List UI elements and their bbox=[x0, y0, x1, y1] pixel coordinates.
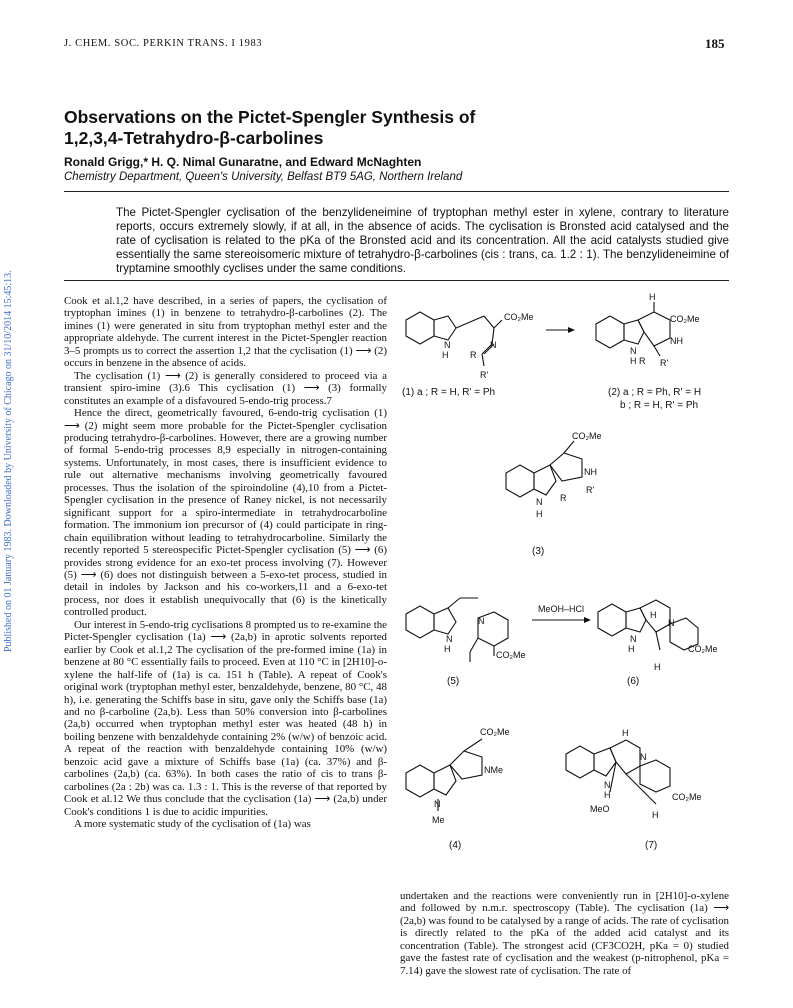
me-label: Me bbox=[432, 815, 445, 825]
structure-3 bbox=[500, 425, 640, 535]
r-label: R bbox=[470, 350, 477, 360]
co2me-label: CO₂Me bbox=[572, 431, 602, 441]
h-label: H bbox=[444, 644, 451, 654]
compound-5-label: (5) bbox=[447, 676, 460, 687]
divider-bottom bbox=[64, 280, 729, 281]
authors: Ronald Grigg,* H. Q. Nimal Gunaratne, and Edward McNaghten bbox=[64, 155, 422, 169]
r-prime-label: R' bbox=[480, 370, 489, 380]
paragraph: Hence the direct, geometrically favoured, 6-endo-trig cyclisation (1) ⟶ (2) might seem more probable for the Pictet-Spengler cyclisation producing tetrahydro-β-carbolines. However, there are a growing number of formal 5-endo-trig processes 8,9 especially in nitrogen-containing systems. Unfortunately, in most cases, there is insufficient evidence to rule out alternative mechanisms involving geometrically favoured processes. Thus the isolation of the spiroindoline (4),10 from a Pictet-Spengler cyclisation in the presence of Raney nickel, is not necessarily significant support for a spiro-intermediate in tetrahydrocarboline formation. The immonium ion precursor of (4) could participate in ring-chain equilibration without leading to tetrahydrocarboline. Similarly the recently reported 5 stereospecific Pictet-Spengler cyclisation (5) ⟶ (6) provides strong evidence for an exo-tet process involving (7). However (5) ⟶ (6) does not distinguish between a 5-exo-tet process, studied in detail in indoles by Jackson and his co-workers,11 and a 6-exo-tet process, nor does it establish unequivocally that (6) is the kinetically controlled product. bbox=[64, 407, 387, 619]
h-label: H bbox=[442, 350, 449, 360]
n-label: N bbox=[490, 340, 497, 350]
h-label: H bbox=[649, 292, 656, 302]
abstract: The Pictet-Spengler cyclisation of the benzylideneimine of tryptophan methyl ester in xylene, contrary to literature reports, occurs extremely slowly, if at all, in the absence of acids. The cyclisation is Bronsted acid catalysed and the rate of cyclisation is related to the pKa of the Bronsted acid and its concentration. All the acid catalysts studied give essentially the same stereoisomeric mixture of tetrahydro-β-carbolines (cis : trans, ca. 1.2 : 1). The benzylideneimine of tryptamine smoothly cyclises under the same conditions. bbox=[116, 206, 729, 275]
r-prime-label: R' bbox=[586, 485, 595, 495]
n-label: N bbox=[446, 634, 453, 644]
nh-label: NH bbox=[584, 467, 597, 477]
n-label: N bbox=[536, 497, 543, 507]
title-line-1: Observations on the Pictet-Spengler Synthesis of bbox=[64, 107, 476, 127]
scheme-1-to-2 bbox=[398, 292, 733, 387]
paragraph: The cyclisation (1) ⟶ (2) is generally considered to proceed via a transient spiro-imine (3).6 This cyclisation (1) ⟶ (3) formally constitutes an example of a disfavoured 5-endo-trig process.7 bbox=[64, 369, 387, 407]
structure-1 bbox=[406, 312, 502, 366]
h-label: H R bbox=[630, 356, 646, 366]
journal-header: J. CHEM. SOC. PERKIN TRANS. I 1983 bbox=[64, 38, 263, 49]
h-label: H bbox=[654, 662, 661, 672]
nme-label: NMe bbox=[484, 765, 504, 775]
download-watermark: Published on 01 January 1983. Downloaded by University of Chicago on 31/10/2014 15:45:13. bbox=[3, 270, 14, 652]
paragraph: undertaken and the reactions were conveniently run in [2H10]-o-xylene and followed by n.m.r. spectroscopy (Table). The cyclisation (1a) ⟶ (2a,b) was found to be catalysed by a range of acids. The rate of cyclisation is directly related to the pKa of the added acid catalyst and its concentration (Table). The strongest acid (CF3CO2H, pKa = 0) studied gave the fastest rate of cyclisation and the weakest (p-nitrophenol, pKa = 7.14) gave the slowest rate of cyclisation. The rate of bbox=[400, 890, 729, 977]
compound-1-label: (1) a ; R = H, R' = Ph bbox=[402, 387, 496, 398]
paragraph: Our interest in 5-endo-trig cyclisations 8 prompted us to re-examine the Pictet-Spengler cyclisation (1a) ⟶ (2a,b) in aprotic solvents reported earlier by Cook et al.1,2 The cyclisation of the pre-formed imine (1a) in benzene at 80 °C essentially fails to proceed. Even at 110 °C in [2H10]-o-xylene the half-life of (1a) is ca. 151 h (Table). A repeat of Cook's original work (tryptophan methyl ester, benzaldehyde, benzene, 80 °C, 48 h), i.e. generating the Schiffs base in situ, gave only the Schiffs base (1a) and no β-carboline (2a,b). Less than 50% conversion into β-carbolines (2a,b) occurred when tryptophan methyl ester was heated (48 h) in boiling benzene with benzaldehyde containing 2% (w/w) of benzoic acid. A repeat of the reaction with benzaldehyde containing 10% (w/w) benzoic acid gave a mixture of Schiffs base (1a) (ca. 37%) and β-carbolines (2a,b) (ca. 63%). In both cases the ratio of cis to trans β-carbolines (2a : 2b) was ca. 1.3 : 1. This is the reverse of that reported by Cook et al.12 We thus conclude that the cyclisation (1a) ⟶ (2a,b) under Cook's conditions 1 is due to acidic impurities. bbox=[64, 618, 387, 818]
divider-top bbox=[64, 191, 729, 192]
r-prime-label: R' bbox=[660, 358, 669, 368]
meo-label: MeO bbox=[590, 804, 610, 814]
body-left-column bbox=[64, 295, 387, 830]
h-label: H bbox=[536, 509, 543, 519]
scheme-5-to-6 bbox=[398, 590, 733, 680]
compound-2a-label: (2) a ; R = Ph, R' = H bbox=[608, 387, 702, 398]
n-label: N bbox=[630, 346, 637, 356]
co2me-label: CO₂Me bbox=[670, 314, 700, 324]
structure-4 bbox=[400, 715, 530, 840]
h-label: H bbox=[604, 790, 611, 800]
compound-7-label: (7) bbox=[645, 840, 658, 851]
n-label: N bbox=[444, 340, 451, 350]
affiliation: Chemistry Department, Queen's University, Belfast BT9 5AG, Northern Ireland bbox=[64, 171, 463, 183]
co2me-label: CO₂Me bbox=[504, 312, 534, 322]
structure-7 bbox=[560, 720, 735, 840]
co2me-label: CO₂Me bbox=[688, 644, 718, 654]
co2me-label: CO₂Me bbox=[672, 792, 702, 802]
title-line-2: 1,2,3,4-Tetrahydro-β-carbolines bbox=[64, 128, 324, 148]
page-number: 185 bbox=[705, 36, 725, 51]
paragraph: A more systematic study of the cyclisation of (1a) was bbox=[74, 818, 311, 831]
compound-6-label: (6) bbox=[627, 676, 640, 687]
body-right-column bbox=[400, 890, 729, 977]
h-label: H bbox=[622, 728, 629, 738]
h-label: H bbox=[650, 610, 657, 620]
nh-label: NH bbox=[670, 336, 683, 346]
article-title bbox=[64, 107, 475, 149]
compound-4-label: (4) bbox=[449, 840, 462, 851]
compound-3-label: (3) bbox=[532, 546, 545, 557]
n-label: N bbox=[604, 780, 611, 790]
n-label: N bbox=[640, 752, 647, 762]
r-label: R bbox=[560, 493, 567, 503]
co2me-label: CO₂Me bbox=[480, 727, 510, 737]
compound-2b-label: b ; R = H, R' = Ph bbox=[620, 400, 699, 411]
reagent-label: MeOH–HCl bbox=[538, 604, 585, 614]
h-label: H bbox=[652, 810, 659, 820]
n-label: N bbox=[668, 618, 675, 628]
n-label: N bbox=[434, 799, 441, 809]
co2me-label: CO₂Me bbox=[496, 650, 526, 660]
paragraph: Cook et al.1,2 have described, in a series of papers, the cyclisation of tryptophan imines (1) in benzene to tetrahydro-β-carbolines (2). The imines (1) were generated in situ from tryptophan methyl ester and the appropriate aldehyde. The current interest in the Pictet-Spengler reaction 3–5 prompts us to correct the assertion 1,2 that the cyclisation (1) ⟶ (2) occurs in benzene in the absence of acids. bbox=[64, 295, 387, 370]
n-label: N bbox=[478, 616, 485, 626]
h-label: H bbox=[628, 644, 635, 654]
n-label: N bbox=[630, 634, 637, 644]
